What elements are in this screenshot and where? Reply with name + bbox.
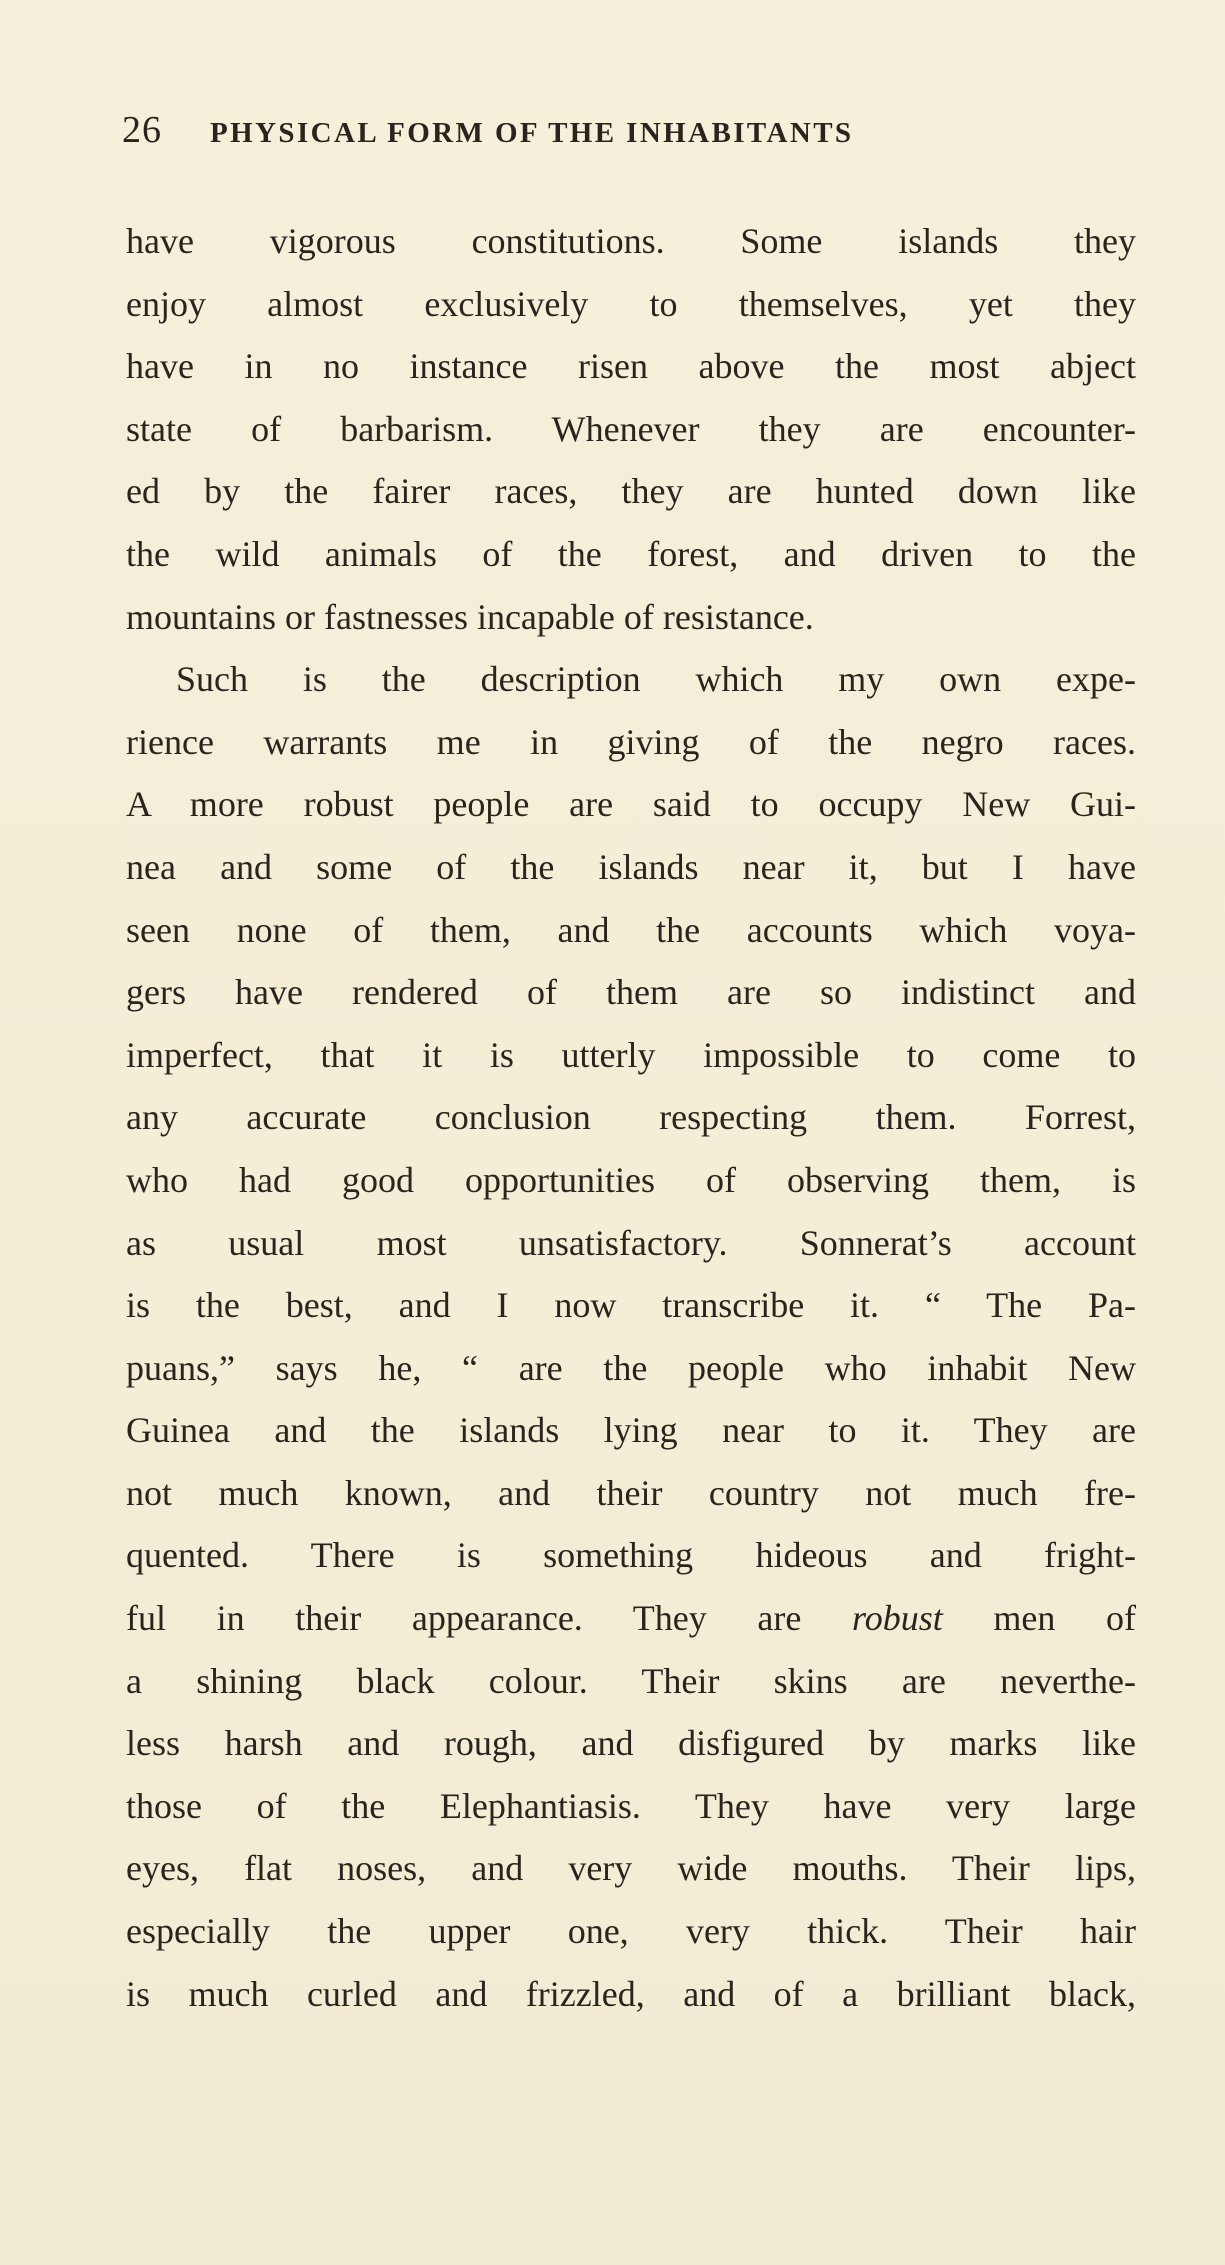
text-line-mixed bbox=[126, 1587, 1136, 1650]
text-segment: men of bbox=[942, 1598, 1136, 1639]
text-line: eyes, flat noses, and very wide mouths. Their lips, bbox=[126, 1848, 1136, 1889]
text-line: nea and some of the islands near it, but I have bbox=[126, 846, 1136, 887]
text-line: as usual most unsatisfactory. Sonnerat’s account bbox=[126, 1222, 1136, 1263]
text-line: quented. There is something hideous and fright- bbox=[126, 1535, 1136, 1576]
text-line: any accurate conclusion respecting them. Forrest, bbox=[126, 1097, 1136, 1138]
text-line: ed by the fairer races, they are hunted down like bbox=[126, 471, 1136, 512]
text-line: puans,” says he, “ are the people who inhabit New bbox=[126, 1347, 1136, 1388]
text-line: not much known, and their country not much fre- bbox=[126, 1472, 1136, 1513]
text-line: have in no instance risen above the most abject bbox=[126, 346, 1136, 387]
text-line: especially the upper one, very thick. Their hair bbox=[126, 1911, 1136, 1952]
text-line: A more robust people are said to occupy New Gui- bbox=[126, 784, 1136, 825]
text-line: mountains or fastnesses incapable of resistance. bbox=[126, 596, 814, 637]
text-line: gers have rendered of them are so indistinct and bbox=[126, 972, 1136, 1013]
text-line: state of barbarism. Whenever they are encounter- bbox=[126, 408, 1136, 449]
text-line: enjoy almost exclusively to themselves, yet they bbox=[126, 283, 1136, 324]
text-line: Such is the description which my own expe- bbox=[176, 659, 1136, 700]
italic-word: robust bbox=[852, 1598, 943, 1639]
text-line: seen none of them, and the accounts which voya- bbox=[126, 909, 1136, 950]
body-text bbox=[126, 210, 1136, 2025]
page-number: 26 bbox=[122, 109, 162, 151]
running-head bbox=[122, 108, 1022, 168]
text-line: rience warrants me in giving of the negro races. bbox=[126, 721, 1136, 762]
text-line: have vigorous constitutions. Some islands they bbox=[126, 221, 1136, 261]
text-line: the wild animals of the forest, and driven to the bbox=[126, 533, 1136, 574]
text-line: who had good opportunities of observing them, is bbox=[126, 1159, 1136, 1200]
text-segment: ful in their appearance. They are bbox=[126, 1598, 853, 1639]
text-line: less harsh and rough, and disfigured by marks like bbox=[126, 1723, 1136, 1764]
text-line: Guinea and the islands lying near to it. They are bbox=[126, 1410, 1136, 1451]
running-title: PHYSICAL FORM OF THE INHABITANTS bbox=[210, 117, 854, 149]
text-line: is much curled and frizzled, and of a brilliant black, bbox=[126, 1973, 1136, 2014]
text-line: a shining black colour. Their skins are neverthe- bbox=[126, 1660, 1136, 1701]
text-line: is the best, and I now transcribe it. “ The Pa- bbox=[126, 1285, 1136, 1326]
text-line: those of the Elephantiasis. They have very large bbox=[126, 1785, 1136, 1826]
text-line: imperfect, that it is utterly impossible to come to bbox=[126, 1034, 1136, 1075]
